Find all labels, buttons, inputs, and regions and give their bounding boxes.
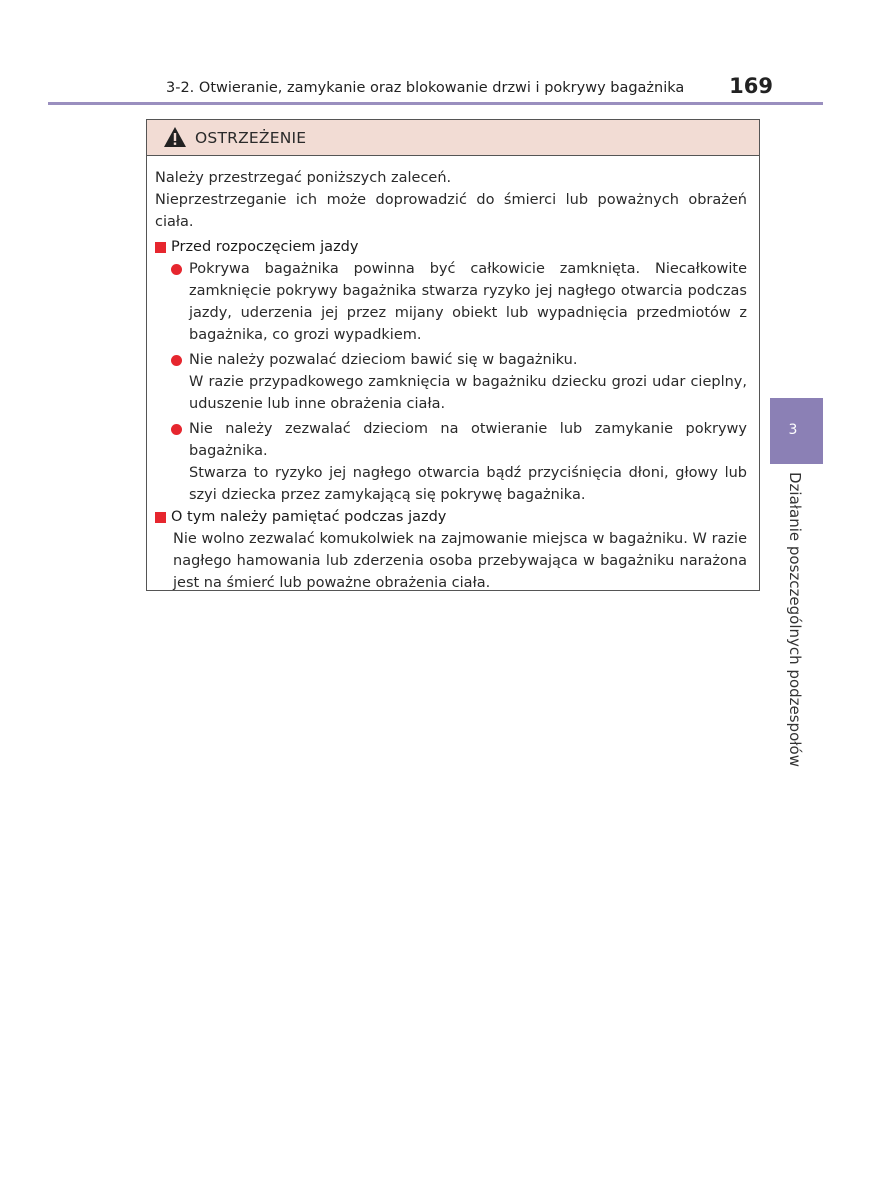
red-bullet-icon xyxy=(171,424,182,435)
header-divider xyxy=(48,102,823,105)
chapter-tab-number: 3 xyxy=(788,422,798,438)
bullet-continuation xyxy=(155,371,747,415)
chapter-side-label: Działanie poszczególnych podzespołów xyxy=(786,472,804,767)
section-heading-label: O tym należy pamiętać podczas jazdy xyxy=(171,509,447,525)
warning-triangle-icon xyxy=(163,126,187,148)
intro-text-1: Należy przestrzegać poniższych zaleceń. xyxy=(155,170,452,186)
section-heading-label: Przed rozpoczęciem jazdy xyxy=(171,239,359,255)
warning-title: OSTRZEŻENIE xyxy=(195,129,307,147)
bullet-extra-text: Stwarza to ryzyko jej nagłego otwarcia bądź przyciśnięcia dłoni, głowy lub szyi dziecka przez zamykającą się pokrywę bagażnika. xyxy=(189,465,747,503)
section-text: Nie wolno zezwalać komukolwiek na zajmowanie miejsca w bagażniku. W razie nagłego hamowania lub zderzenia osoba przebywająca w bagażniku narażona jest na śmierć lub poważne obrażenia ciała. xyxy=(173,531,747,591)
chapter-tab[interactable] xyxy=(770,398,823,464)
red-square-icon xyxy=(155,512,166,523)
page-number: 169 xyxy=(729,74,773,98)
warning-box xyxy=(146,119,760,591)
list-item xyxy=(155,349,747,371)
bullet-continuation xyxy=(155,462,747,506)
bullet-text: Nie należy pozwalać dzieciom bawić się w bagażniku. xyxy=(189,352,578,368)
chapter-title: 3-2. Otwieranie, zamykanie oraz blokowanie drzwi i pokrywy bagażnika xyxy=(166,80,685,96)
list-item xyxy=(155,258,747,346)
bullet-text: Nie należy zezwalać dzieciom na otwieranie lub zamykanie pokrywy bagażnika. xyxy=(189,421,747,459)
red-bullet-icon xyxy=(171,355,182,366)
warning-body xyxy=(155,167,747,594)
section-heading xyxy=(155,236,747,258)
warning-header xyxy=(147,120,759,156)
list-item xyxy=(155,418,747,462)
red-square-icon xyxy=(155,242,166,253)
bullet-text: Pokrywa bagażnika powinna być całkowicie zamknięta. Niecałkowite zamknięcie pokrywy bagażnika stwarza ryzyko jej nagłego otwarcia podczas jazdy, uderzenia jej przez mijany obiekt lub wypadnięcia przedmiotów z bagażnika, co grozi wypadkiem. xyxy=(189,261,747,343)
page-header xyxy=(48,72,823,102)
bullet-extra-text: W razie przypadkowego zamknięcia w bagażniku dziecku grozi udar cieplny, uduszenie lub inne obrażenia ciała. xyxy=(189,374,747,412)
intro-text-2: Nieprzestrzeganie ich może doprowadzić do śmierci lub poważnych obrażeń ciała. xyxy=(155,192,747,230)
red-bullet-icon xyxy=(171,264,182,275)
section-heading xyxy=(155,506,747,528)
